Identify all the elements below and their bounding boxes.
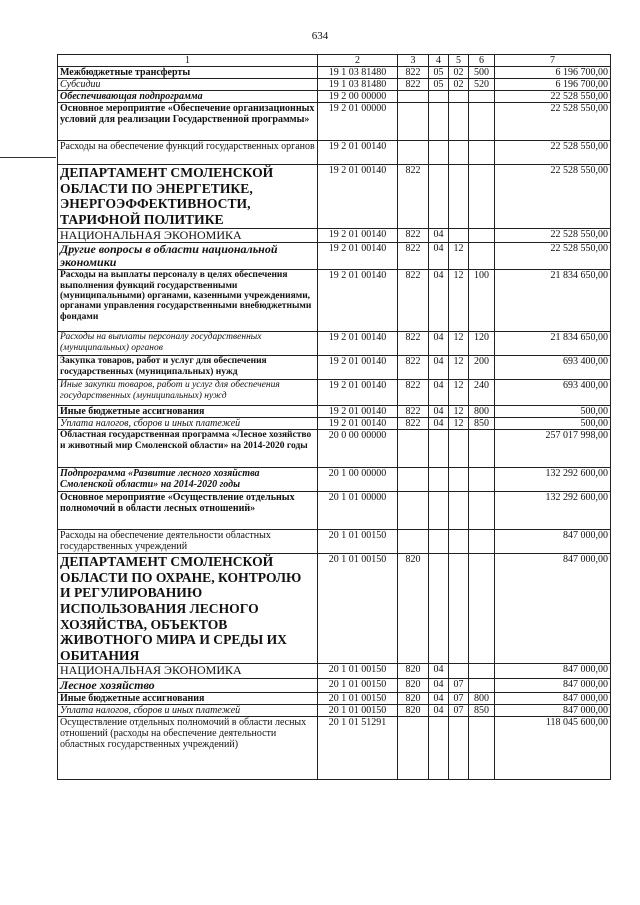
row-code-cell: 04 bbox=[429, 418, 449, 430]
row-code-cell: 240 bbox=[469, 380, 495, 406]
row-code-cell: 800 bbox=[469, 406, 495, 418]
row-name-cell: Межбюджетные трансферты bbox=[58, 67, 318, 79]
row-code-cell: 12 bbox=[449, 242, 469, 269]
row-name-cell: Уплата налогов, сборов и иных платежей bbox=[58, 704, 318, 716]
column-header: 7 bbox=[495, 55, 611, 67]
row-code-cell bbox=[398, 430, 429, 468]
row-code-cell bbox=[429, 554, 449, 664]
row-code-cell: 820 bbox=[398, 554, 429, 664]
row-amount-cell: 847 000,00 bbox=[495, 704, 611, 716]
row-amount-cell: 693 400,00 bbox=[495, 356, 611, 380]
row-amount-cell: 257 017 998,00 bbox=[495, 430, 611, 468]
row-code-cell: 850 bbox=[469, 418, 495, 430]
table-row bbox=[58, 67, 611, 79]
row-name-cell: Закупка товаров, работ и услуг для обеспечения государственных (муниципальных) нужд bbox=[58, 356, 318, 380]
row-code-cell: 02 bbox=[449, 67, 469, 79]
column-header: 4 bbox=[429, 55, 449, 67]
row-code-cell bbox=[449, 430, 469, 468]
column-header: 5 bbox=[449, 55, 469, 67]
row-code-cell bbox=[429, 430, 449, 468]
row-code-cell: 19 2 01 00000 bbox=[318, 103, 398, 141]
row-code-cell: 822 bbox=[398, 380, 429, 406]
row-code-cell bbox=[449, 664, 469, 678]
row-amount-cell: 22 528 550,00 bbox=[495, 228, 611, 242]
row-code-cell: 19 2 01 00140 bbox=[318, 270, 398, 332]
row-code-cell bbox=[398, 91, 429, 103]
row-code-cell bbox=[469, 664, 495, 678]
row-code-cell bbox=[429, 492, 449, 530]
row-code-cell: 20 1 01 00150 bbox=[318, 692, 398, 704]
row-code-cell: 19 2 00 00000 bbox=[318, 91, 398, 103]
row-code-cell: 822 bbox=[398, 406, 429, 418]
table-row bbox=[58, 430, 611, 468]
row-name-cell: НАЦИОНАЛЬНАЯ ЭКОНОМИКА bbox=[58, 228, 318, 242]
row-code-cell: 822 bbox=[398, 356, 429, 380]
table-row bbox=[58, 554, 611, 664]
table-row bbox=[58, 79, 611, 91]
row-amount-cell: 500,00 bbox=[495, 418, 611, 430]
row-code-cell: 820 bbox=[398, 692, 429, 704]
row-code-cell: 04 bbox=[429, 692, 449, 704]
row-name-cell: Расходы на обеспечение деятельности областных государственных учреждений bbox=[58, 530, 318, 554]
row-code-cell: 04 bbox=[429, 332, 449, 356]
row-name-cell: ДЕПАРТАМЕНТ СМОЛЕНСКОЙ ОБЛАСТИ ПО ЭНЕРГЕТИКЕ, ЭНЕРГОЭФФЕКТИВНОСТИ, ТАРИФНОЙ ПОЛИТИКЕ bbox=[58, 165, 318, 229]
row-code-cell bbox=[398, 716, 429, 779]
row-amount-cell: 21 834 650,00 bbox=[495, 332, 611, 356]
row-amount-cell: 132 292 600,00 bbox=[495, 468, 611, 492]
row-code-cell: 820 bbox=[398, 678, 429, 692]
row-code-cell: 04 bbox=[429, 664, 449, 678]
row-amount-cell: 847 000,00 bbox=[495, 692, 611, 704]
row-code-cell: 120 bbox=[469, 332, 495, 356]
row-code-cell bbox=[429, 468, 449, 492]
row-code-cell bbox=[469, 103, 495, 141]
row-code-cell: 19 2 01 00140 bbox=[318, 418, 398, 430]
budget-table bbox=[57, 54, 611, 780]
row-code-cell: 19 2 01 00140 bbox=[318, 141, 398, 165]
table-header-row bbox=[58, 55, 611, 67]
row-code-cell bbox=[398, 530, 429, 554]
row-code-cell: 12 bbox=[449, 356, 469, 380]
row-code-cell: 20 0 00 00000 bbox=[318, 430, 398, 468]
row-code-cell bbox=[469, 492, 495, 530]
row-amount-cell: 132 292 600,00 bbox=[495, 492, 611, 530]
row-amount-cell: 6 196 700,00 bbox=[495, 79, 611, 91]
row-code-cell: 04 bbox=[429, 270, 449, 332]
row-code-cell bbox=[429, 716, 449, 779]
row-name-cell: Другие вопросы в области национальной экономики bbox=[58, 242, 318, 269]
row-amount-cell: 693 400,00 bbox=[495, 380, 611, 406]
row-name-cell: Обеспечивающая подпрограмма bbox=[58, 91, 318, 103]
row-name-cell: Иные закупки товаров, работ и услуг для обеспечения государственных (муниципальных) нужд bbox=[58, 380, 318, 406]
table-row bbox=[58, 716, 611, 779]
page-number: 634 bbox=[311, 30, 329, 42]
row-code-cell: 19 2 01 00140 bbox=[318, 228, 398, 242]
row-code-cell: 19 2 01 00140 bbox=[318, 356, 398, 380]
column-header: 2 bbox=[318, 55, 398, 67]
row-amount-cell: 118 045 600,00 bbox=[495, 716, 611, 779]
row-code-cell bbox=[429, 165, 449, 229]
row-code-cell bbox=[429, 91, 449, 103]
row-code-cell bbox=[429, 103, 449, 141]
table-row bbox=[58, 103, 611, 141]
row-code-cell: 07 bbox=[449, 678, 469, 692]
row-code-cell: 20 1 01 00150 bbox=[318, 678, 398, 692]
row-name-cell: Расходы на выплаты персоналу государственных (муниципальных) органов bbox=[58, 332, 318, 356]
row-code-cell: 20 1 01 00150 bbox=[318, 554, 398, 664]
row-code-cell bbox=[449, 91, 469, 103]
row-code-cell bbox=[449, 554, 469, 664]
row-code-cell: 20 1 00 00000 bbox=[318, 468, 398, 492]
row-code-cell: 19 1 03 81480 bbox=[318, 79, 398, 91]
row-code-cell bbox=[469, 678, 495, 692]
row-amount-cell: 22 528 550,00 bbox=[495, 141, 611, 165]
table-row bbox=[58, 692, 611, 704]
row-code-cell: 05 bbox=[429, 67, 449, 79]
row-code-cell: 19 2 01 00140 bbox=[318, 380, 398, 406]
row-code-cell: 12 bbox=[449, 380, 469, 406]
row-code-cell: 02 bbox=[449, 79, 469, 91]
row-code-cell: 822 bbox=[398, 79, 429, 91]
table-row bbox=[58, 468, 611, 492]
row-amount-cell: 6 196 700,00 bbox=[495, 67, 611, 79]
row-code-cell: 04 bbox=[429, 228, 449, 242]
column-header: 6 bbox=[469, 55, 495, 67]
row-code-cell: 20 1 01 51291 bbox=[318, 716, 398, 779]
row-code-cell: 822 bbox=[398, 332, 429, 356]
row-code-cell: 05 bbox=[429, 79, 449, 91]
row-code-cell: 20 1 01 00150 bbox=[318, 704, 398, 716]
row-code-cell bbox=[469, 91, 495, 103]
row-name-cell: Уплата налогов, сборов и иных платежей bbox=[58, 418, 318, 430]
row-name-cell: Основное мероприятие «Осуществление отдельных полномочий в области лесных отношений» bbox=[58, 492, 318, 530]
row-name-cell: ДЕПАРТАМЕНТ СМОЛЕНСКОЙ ОБЛАСТИ ПО ОХРАНЕ, КОНТРОЛЮ И РЕГУЛИРОВАНИЮ ИСПОЛЬЗОВАНИЯ ЛЕСНОГО ХОЗЯЙСТВА, ОБЪЕКТОВ ЖИВОТНОГО МИРА И СРЕДЫ ИХ ОБИТАНИЯ bbox=[58, 554, 318, 664]
row-code-cell bbox=[398, 492, 429, 530]
row-name-cell: Осуществление отдельных полномочий в области лесных отношений (расходы на обеспечение деятельности областных государственных учреждений) bbox=[58, 716, 318, 779]
row-amount-cell: 847 000,00 bbox=[495, 530, 611, 554]
row-code-cell bbox=[449, 468, 469, 492]
row-code-cell bbox=[398, 141, 429, 165]
row-amount-cell: 22 528 550,00 bbox=[495, 165, 611, 229]
row-code-cell bbox=[429, 141, 449, 165]
row-code-cell bbox=[398, 468, 429, 492]
row-code-cell: 520 bbox=[469, 79, 495, 91]
row-code-cell: 822 bbox=[398, 228, 429, 242]
row-code-cell: 100 bbox=[469, 270, 495, 332]
row-code-cell bbox=[469, 242, 495, 269]
row-code-cell: 19 2 01 00140 bbox=[318, 165, 398, 229]
row-code-cell: 822 bbox=[398, 270, 429, 332]
table-row bbox=[58, 380, 611, 406]
row-code-cell: 12 bbox=[449, 406, 469, 418]
row-code-cell: 800 bbox=[469, 692, 495, 704]
table-row bbox=[58, 678, 611, 692]
row-code-cell: 200 bbox=[469, 356, 495, 380]
row-amount-cell: 847 000,00 bbox=[495, 678, 611, 692]
row-code-cell bbox=[469, 141, 495, 165]
row-code-cell: 19 2 01 00140 bbox=[318, 242, 398, 269]
row-code-cell: 822 bbox=[398, 67, 429, 79]
row-name-cell: Областная государственная программа «Лесное хозяйство и животный мир Смоленской области» на 2014-2020 годы bbox=[58, 430, 318, 468]
row-code-cell: 19 2 01 00140 bbox=[318, 332, 398, 356]
row-code-cell bbox=[449, 165, 469, 229]
row-code-cell: 12 bbox=[449, 270, 469, 332]
row-code-cell: 822 bbox=[398, 165, 429, 229]
row-name-cell: Иные бюджетные ассигнования bbox=[58, 406, 318, 418]
row-code-cell bbox=[449, 141, 469, 165]
row-code-cell: 07 bbox=[449, 692, 469, 704]
table-row bbox=[58, 228, 611, 242]
row-name-cell: НАЦИОНАЛЬНАЯ ЭКОНОМИКА bbox=[58, 664, 318, 678]
table-row bbox=[58, 664, 611, 678]
row-code-cell: 04 bbox=[429, 356, 449, 380]
row-code-cell bbox=[469, 228, 495, 242]
row-code-cell: 04 bbox=[429, 678, 449, 692]
row-name-cell: Лесное хозяйство bbox=[58, 678, 318, 692]
row-code-cell: 12 bbox=[449, 332, 469, 356]
row-name-cell: Расходы на выплаты персоналу в целях обеспечения выполнения функций государственными (муниципальными) органами, казенными учреждениями, органами управления государственными внебюджетными фондами bbox=[58, 270, 318, 332]
row-code-cell: 12 bbox=[449, 418, 469, 430]
row-amount-cell: 847 000,00 bbox=[495, 554, 611, 664]
row-code-cell: 500 bbox=[469, 67, 495, 79]
table-row bbox=[58, 332, 611, 356]
row-code-cell: 19 2 01 00140 bbox=[318, 406, 398, 418]
row-code-cell: 20 1 01 00000 bbox=[318, 492, 398, 530]
table-row bbox=[58, 242, 611, 269]
row-code-cell bbox=[449, 228, 469, 242]
table-row bbox=[58, 141, 611, 165]
table-row bbox=[58, 418, 611, 430]
row-code-cell bbox=[469, 165, 495, 229]
row-code-cell bbox=[429, 530, 449, 554]
row-code-cell bbox=[469, 554, 495, 664]
row-code-cell: 822 bbox=[398, 418, 429, 430]
row-code-cell: 822 bbox=[398, 242, 429, 269]
column-header: 3 bbox=[398, 55, 429, 67]
table-row bbox=[58, 356, 611, 380]
row-code-cell: 04 bbox=[429, 380, 449, 406]
row-amount-cell: 22 528 550,00 bbox=[495, 91, 611, 103]
table-row bbox=[58, 492, 611, 530]
row-code-cell: 20 1 01 00150 bbox=[318, 664, 398, 678]
row-code-cell bbox=[449, 716, 469, 779]
row-name-cell: Подпрограмма «Развитие лесного хозяйства Смоленской области» на 2014-2020 годы bbox=[58, 468, 318, 492]
row-code-cell bbox=[449, 103, 469, 141]
row-code-cell: 20 1 01 00150 bbox=[318, 530, 398, 554]
row-amount-cell: 21 834 650,00 bbox=[495, 270, 611, 332]
table-row bbox=[58, 270, 611, 332]
row-amount-cell: 22 528 550,00 bbox=[495, 103, 611, 141]
row-code-cell: 820 bbox=[398, 704, 429, 716]
row-code-cell bbox=[469, 468, 495, 492]
row-code-cell bbox=[449, 492, 469, 530]
row-code-cell: 19 1 03 81480 bbox=[318, 67, 398, 79]
row-name-cell: Расходы на обеспечение функций государственных органов bbox=[58, 141, 318, 165]
row-code-cell bbox=[469, 530, 495, 554]
row-amount-cell: 847 000,00 bbox=[495, 664, 611, 678]
row-code-cell bbox=[469, 716, 495, 779]
table-row bbox=[58, 165, 611, 229]
row-amount-cell: 22 528 550,00 bbox=[495, 242, 611, 269]
table-row bbox=[58, 91, 611, 103]
row-code-cell: 820 bbox=[398, 664, 429, 678]
row-amount-cell: 500,00 bbox=[495, 406, 611, 418]
table-row bbox=[58, 406, 611, 418]
row-name-cell: Субсидии bbox=[58, 79, 318, 91]
row-code-cell bbox=[398, 103, 429, 141]
table-row bbox=[58, 530, 611, 554]
row-code-cell bbox=[449, 530, 469, 554]
row-name-cell: Основное мероприятие «Обеспечение организационных условий для реализации Государственной программы» bbox=[58, 103, 318, 141]
row-code-cell: 850 bbox=[469, 704, 495, 716]
row-code-cell: 04 bbox=[429, 704, 449, 716]
row-code-cell bbox=[469, 430, 495, 468]
row-code-cell: 04 bbox=[429, 406, 449, 418]
row-code-cell: 04 bbox=[429, 242, 449, 269]
margin-line bbox=[0, 157, 56, 158]
row-code-cell: 07 bbox=[449, 704, 469, 716]
row-name-cell: Иные бюджетные ассигнования bbox=[58, 692, 318, 704]
column-header: 1 bbox=[58, 55, 318, 67]
table-row bbox=[58, 704, 611, 716]
